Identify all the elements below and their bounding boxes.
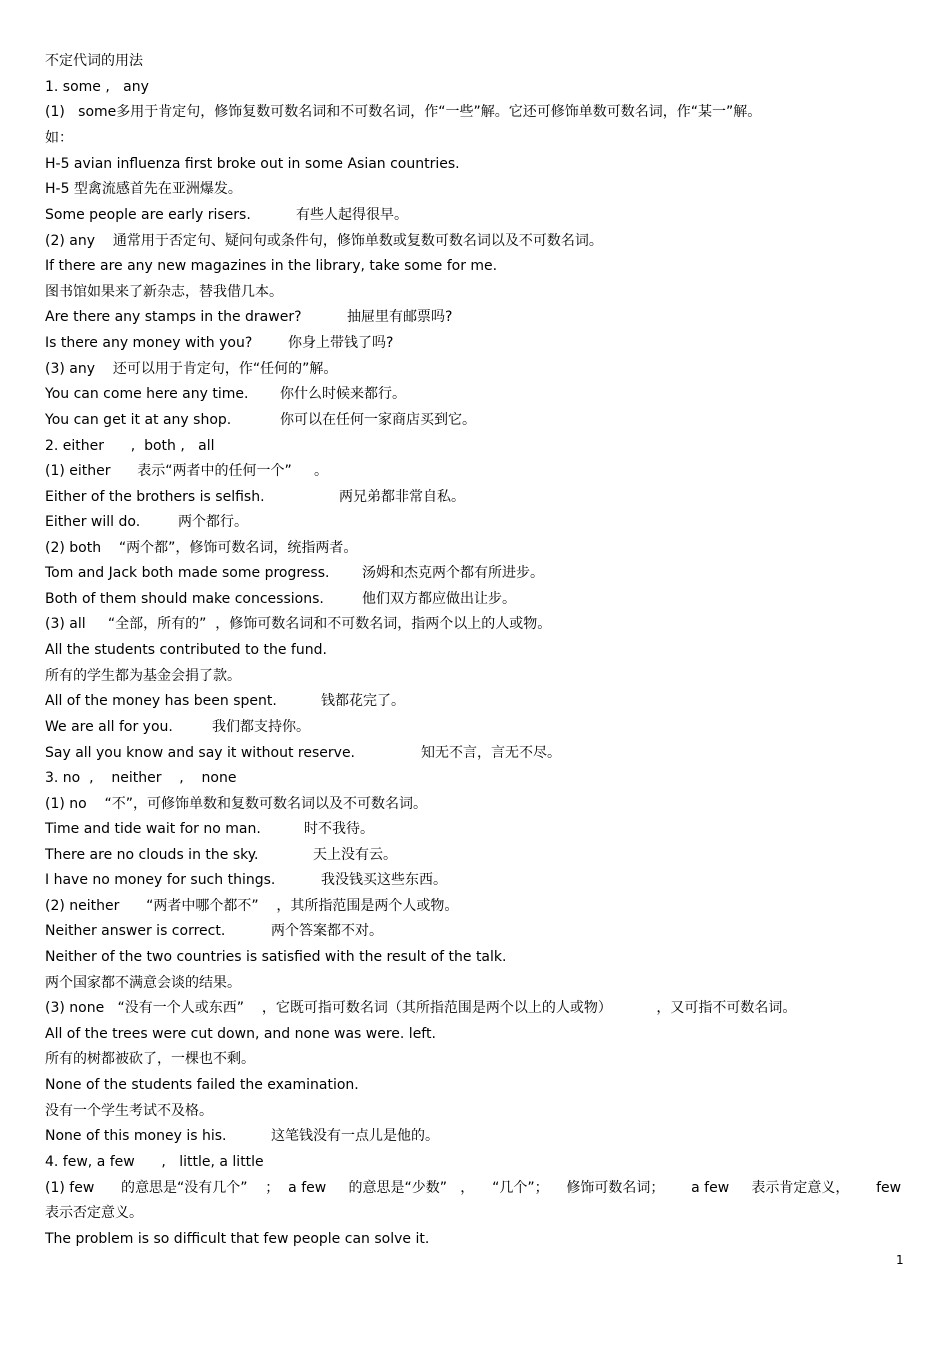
line-text: The problem is so difficult that few people can solve it. xyxy=(45,1231,430,1247)
line-text: Either will do. xyxy=(45,514,141,530)
line-text: You can come here any time. xyxy=(45,386,249,402)
text-line xyxy=(45,204,408,226)
text-line xyxy=(45,50,143,72)
line-text: Say all you know and say it without reserve. xyxy=(45,745,356,761)
line-text: (2) any 通常用于否定句、疑问句或条件句，修饰单数或复数可数名词以及不可数名词。 xyxy=(45,233,603,249)
text-line xyxy=(45,306,453,328)
text-line xyxy=(45,613,551,635)
text-line xyxy=(45,562,544,584)
line-translation: 我们都支持你。 xyxy=(212,719,310,735)
text-line xyxy=(45,793,427,815)
text-line xyxy=(45,409,476,431)
text-line xyxy=(45,127,73,149)
line-text: 没有一个学生考试不及格。 xyxy=(45,1103,213,1119)
text-line xyxy=(45,76,149,98)
line-text: Neither answer is correct. xyxy=(45,923,226,939)
text-line xyxy=(45,742,561,764)
line-text: 不定代词的用法 xyxy=(45,53,143,69)
line-text: (3) any 还可以用于肯定句，作“任何的”解。 xyxy=(45,361,338,377)
text-line xyxy=(45,895,458,917)
line-translation: 你身上带钱了吗? xyxy=(288,335,394,351)
line-translation: 两个答案都不对。 xyxy=(271,923,383,939)
line-translation: 他们双方都应做出让步。 xyxy=(362,591,516,607)
line-text: (1) few 的意思是“没有几个” ； a few 的意思是“少数” ， “几个”； 修饰可数名词； a few 表示肯定意义， few xyxy=(45,1180,902,1196)
line-translation: 你什么时候来都行。 xyxy=(280,386,406,402)
text-line xyxy=(45,537,357,559)
text-line xyxy=(45,153,460,175)
text-line xyxy=(45,435,215,457)
line-text: 所有的学生都为基金会捐了款。 xyxy=(45,668,241,684)
line-text: Tom and Jack both made some progress. xyxy=(45,565,330,581)
line-text: All of the money has been spent. xyxy=(45,693,277,709)
line-text: (1) either 表示“两者中的任何一个” 。 xyxy=(45,463,328,479)
text-line xyxy=(45,281,283,303)
line-text: (3) all “全部，所有的” ，修饰可数名词和不可数名词，指两个以上的人或物。 xyxy=(45,616,552,632)
text-line xyxy=(45,1202,143,1224)
text-line xyxy=(45,1074,359,1096)
text-line xyxy=(45,178,242,200)
text-line xyxy=(45,716,310,738)
text-line xyxy=(45,1048,255,1070)
text-line xyxy=(45,972,241,994)
text-line xyxy=(45,639,327,661)
text-line xyxy=(45,332,394,354)
line-translation: 有些人起得很早。 xyxy=(296,207,408,223)
text-line xyxy=(45,255,497,277)
line-translation: 两兄弟都非常自私。 xyxy=(339,489,465,505)
text-line xyxy=(45,588,516,610)
line-text: 所有的树都被砍了，一棵也不剩。 xyxy=(45,1051,255,1067)
line-translation: 我没钱买这些东西。 xyxy=(321,872,447,888)
text-line xyxy=(45,946,506,968)
text-line xyxy=(45,1100,213,1122)
line-translation: 钱都花完了。 xyxy=(321,693,405,709)
line-translation: 这笔钱没有一点儿是他的。 xyxy=(271,1128,439,1144)
line-text: All the students contributed to the fund. xyxy=(45,642,327,658)
text-line xyxy=(45,844,397,866)
line-text: You can get it at any shop. xyxy=(45,412,232,428)
text-line xyxy=(45,1151,264,1173)
line-text: 图书馆如果来了新杂志，替我借几本。 xyxy=(45,284,283,300)
line-translation: 天上没有云。 xyxy=(313,847,397,863)
text-line xyxy=(45,358,337,380)
text-line xyxy=(45,230,603,252)
line-text: I have no money for such things. xyxy=(45,872,276,888)
text-line xyxy=(45,818,374,840)
line-text: There are no clouds in the sky. xyxy=(45,847,259,863)
text-line xyxy=(45,511,248,533)
line-translation: 你可以在任何一家商店买到它。 xyxy=(280,412,476,428)
line-text: (1) some多用于肯定句，修饰复数可数名词和不可数名词，作“一些”解。它还可修饰单数可数名词，作“某一”解。 xyxy=(45,104,762,120)
text-line xyxy=(45,920,383,942)
text-line xyxy=(45,1125,439,1147)
text-line xyxy=(45,869,447,891)
text-line xyxy=(45,383,406,405)
line-text: (1) no “不”，可修饰单数和复数可数名词以及不可数名词。 xyxy=(45,796,428,812)
line-text: (2) neither “两者中哪个都不” ，其所指范围是两个人或物。 xyxy=(45,898,459,914)
line-text: Either of the brothers is selfish. xyxy=(45,489,265,505)
line-text: 两个国家都不满意会谈的结果。 xyxy=(45,975,241,991)
line-text: None of the students failed the examination. xyxy=(45,1077,359,1093)
line-text: 如： xyxy=(45,130,73,146)
text-line xyxy=(45,460,328,482)
line-text: (3) none “没有一个人或东西” ，它既可指可数名词（其所指范围是两个以上的人或物） ，又可指不可数名词。 xyxy=(45,1000,797,1016)
line-text: 3. no , neither , none xyxy=(45,770,237,786)
line-text: Are there any stamps in the drawer? xyxy=(45,309,302,325)
text-line xyxy=(45,101,761,123)
line-text: We are all for you. xyxy=(45,719,173,735)
line-translation: 知无不言，言无不尽。 xyxy=(421,745,561,761)
line-text: Both of them should make concessions. xyxy=(45,591,324,607)
line-text: 2. either , both , all xyxy=(45,438,215,454)
text-line xyxy=(45,1023,436,1045)
line-text: 4. few, a few , little, a little xyxy=(45,1154,264,1170)
line-text: Time and tide wait for no man. xyxy=(45,821,261,837)
line-text: Neither of the two countries is satisfied with the result of the talk. xyxy=(45,949,507,965)
line-text: 1. some , any xyxy=(45,79,149,95)
line-text: 表示否定意义。 xyxy=(45,1205,143,1221)
line-text: None of this money is his. xyxy=(45,1128,227,1144)
line-text: All of the trees were cut down, and none was were. left. xyxy=(45,1026,436,1042)
page-number: 1 xyxy=(896,1253,904,1267)
line-text: H-5 型禽流感首先在亚洲爆发。 xyxy=(45,181,242,197)
line-text: (2) both “两个都”，修饰可数名词，统指两者。 xyxy=(45,540,358,556)
text-line xyxy=(45,1177,901,1199)
line-text: If there are any new magazines in the library, take some for me. xyxy=(45,258,498,274)
text-line xyxy=(45,486,465,508)
line-text: H-5 avian influenza first broke out in some Asian countries. xyxy=(45,156,460,172)
text-line xyxy=(45,1228,429,1250)
text-line xyxy=(45,665,241,687)
line-translation: 汤姆和杰克两个都有所进步。 xyxy=(362,565,544,581)
text-line xyxy=(45,767,236,789)
text-line xyxy=(45,997,796,1019)
line-translation: 抽屉里有邮票吗? xyxy=(347,309,453,325)
text-line xyxy=(45,690,405,712)
line-text: Some people are early risers. xyxy=(45,207,251,223)
line-translation: 两个都行。 xyxy=(178,514,248,530)
line-translation: 时不我待。 xyxy=(304,821,374,837)
line-text: Is there any money with you? xyxy=(45,335,253,351)
